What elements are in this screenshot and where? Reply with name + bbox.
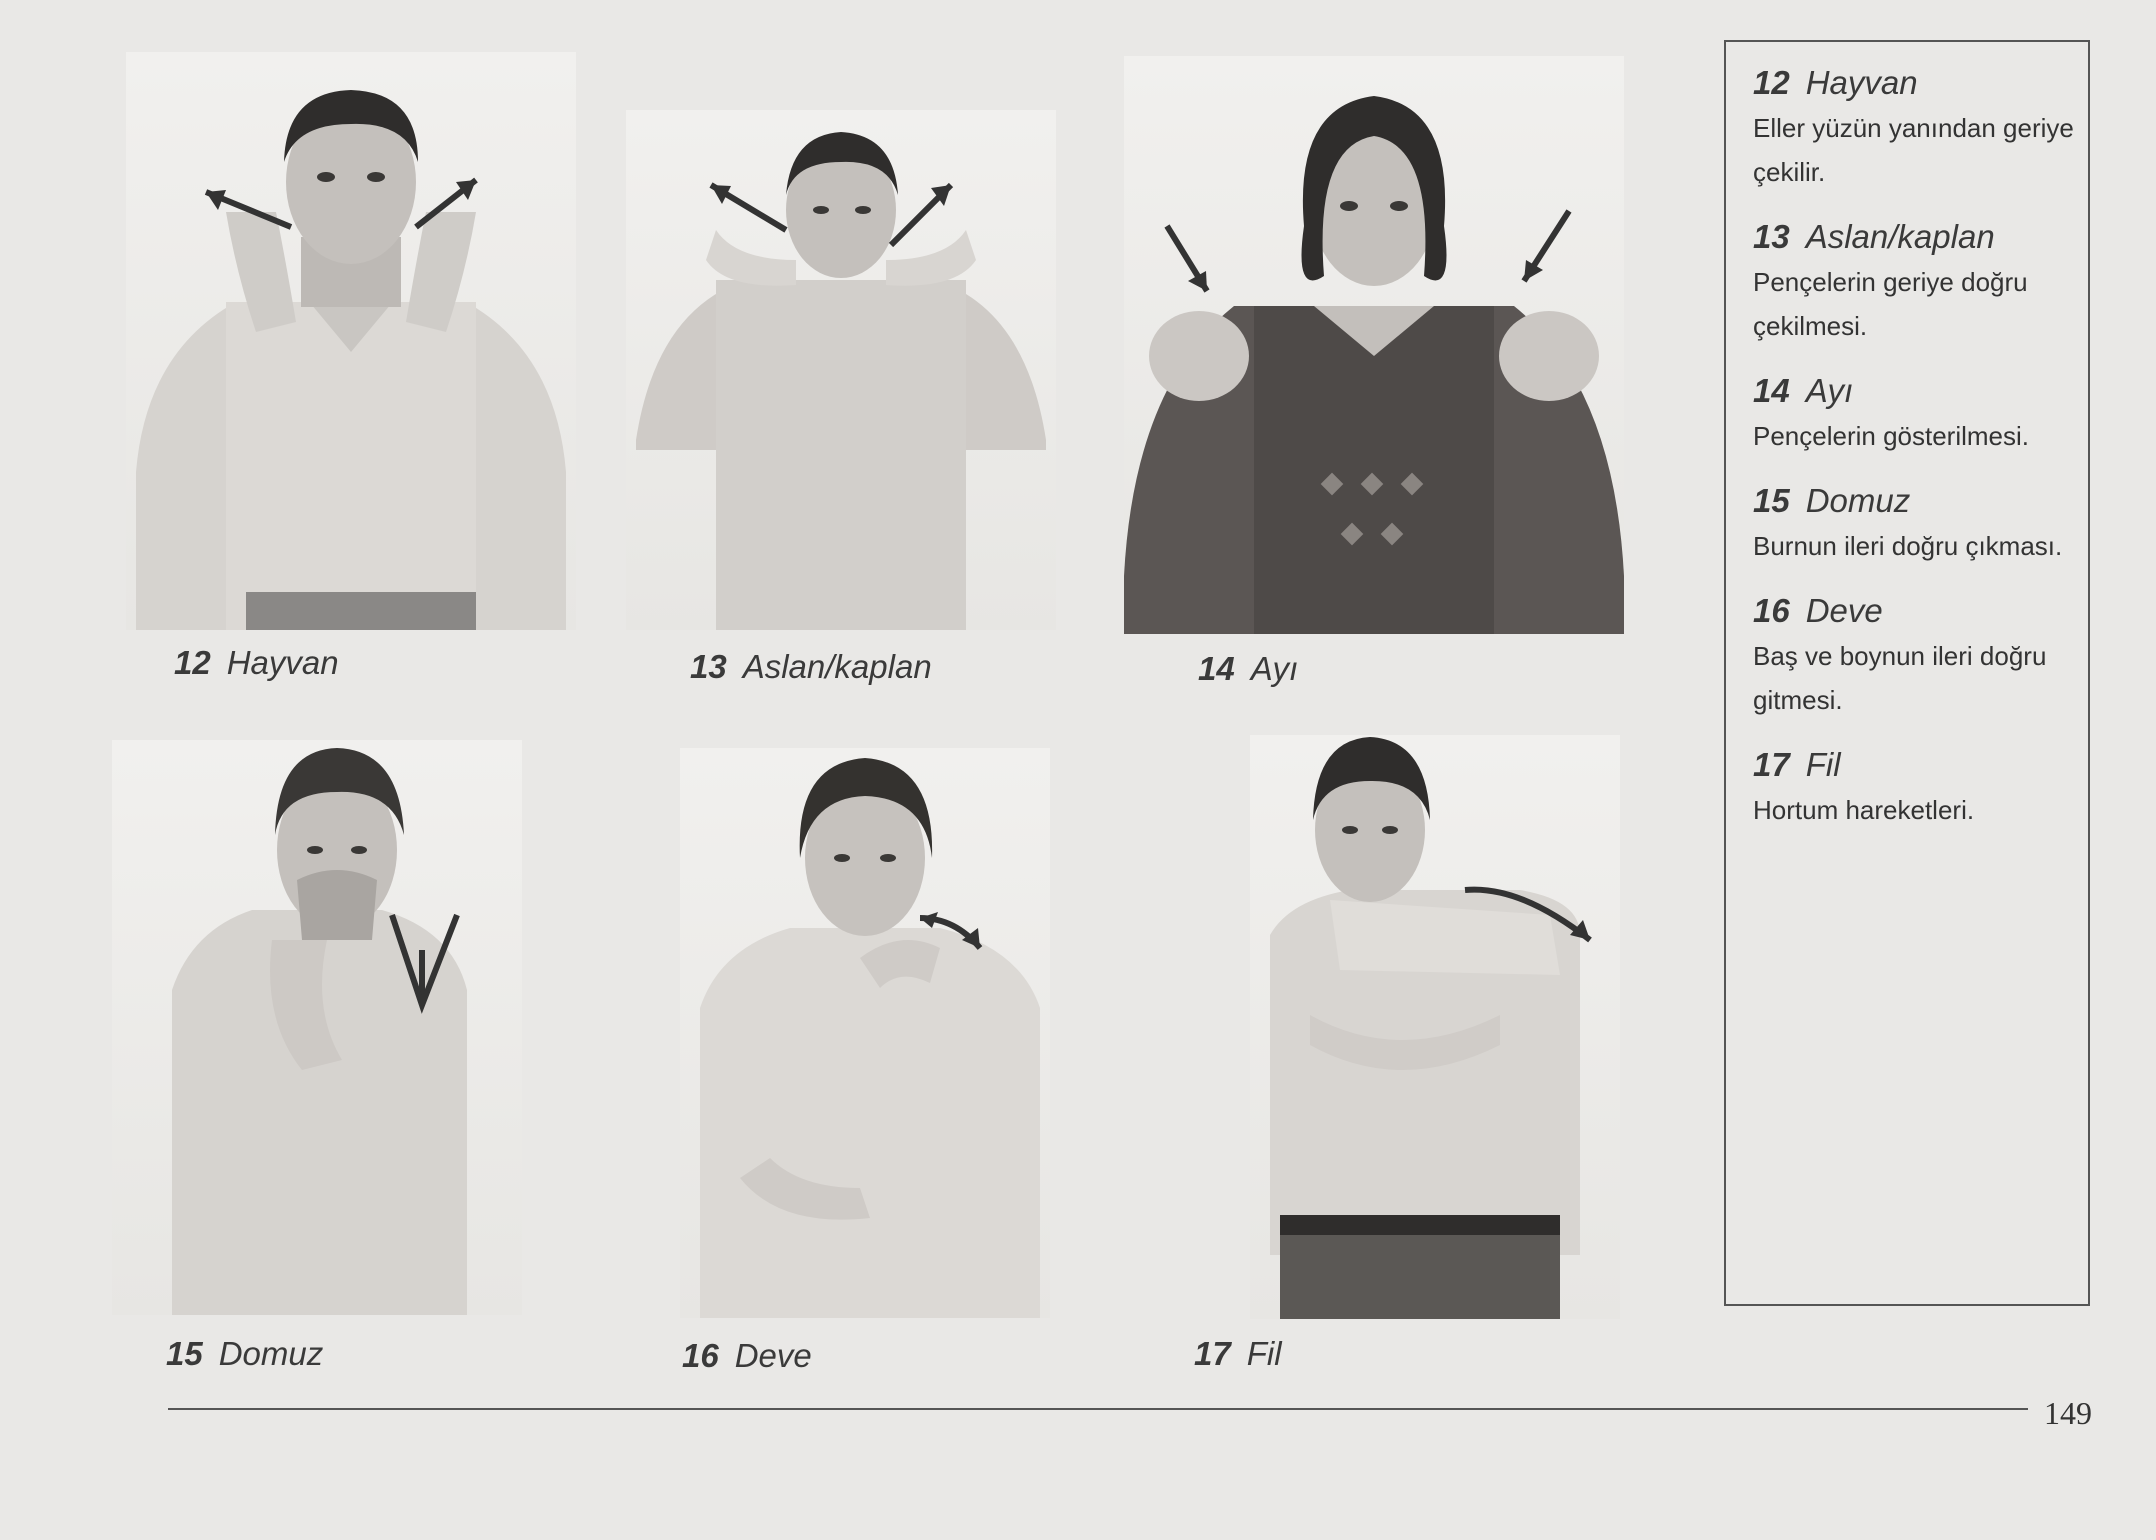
person-deve-illustration (680, 748, 1050, 1318)
photo-hayvan (126, 52, 576, 630)
legend-number: 16 (1753, 592, 1790, 629)
photo-deve (680, 748, 1050, 1318)
person-ayi-illustration (1124, 56, 1624, 634)
photo-fil (1250, 735, 1620, 1319)
legend-description: Pençelerin gösterilmesi. (1753, 421, 2030, 451)
caption-number: 12 (174, 644, 211, 681)
legend-description: Eller yüzün yanından geriye çekilir. (1753, 113, 2074, 187)
legend-title (1753, 744, 2088, 786)
caption-number: 13 (690, 648, 727, 685)
page-number: 149 (2044, 1395, 2092, 1431)
legend-description: Baş ve boynun ileri doğru gitmesi. (1753, 641, 2047, 715)
caption-number: 14 (1198, 650, 1235, 687)
caption-name: Fil (1246, 1335, 1282, 1372)
legend-description: Pençelerin geriye doğru çekilmesi. (1753, 267, 2028, 341)
legend-name: Aslan/kaplan (1805, 218, 1995, 255)
legend-name: Domuz (1805, 482, 1911, 519)
photo-domuz (112, 740, 522, 1315)
legend-title (1753, 480, 2088, 522)
caption-fil (1194, 1335, 1282, 1373)
caption-name: Deve (734, 1337, 812, 1374)
legend-number: 13 (1753, 218, 1790, 255)
caption-number: 16 (682, 1337, 719, 1374)
legend-description: Hortum hareketleri. (1753, 795, 1975, 825)
legend-number: 14 (1753, 372, 1790, 409)
legend-name: Ayı (1805, 372, 1854, 409)
legend-number: 15 (1753, 482, 1790, 519)
person-domuz-illustration (112, 740, 522, 1315)
legend-name: Fil (1805, 746, 1841, 783)
legend-title (1753, 590, 2088, 632)
footer-rule (168, 1408, 2028, 1410)
legend-title (1753, 216, 2088, 258)
caption-name: Domuz (218, 1335, 324, 1372)
caption-name: Hayvan (226, 644, 339, 681)
caption-name: Ayı (1250, 650, 1299, 687)
legend-name: Deve (1805, 592, 1883, 629)
caption-ayi (1198, 650, 1298, 688)
photo-aslan-kaplan (626, 110, 1056, 630)
caption-number: 15 (166, 1335, 203, 1372)
caption-name: Aslan/kaplan (742, 648, 932, 685)
person-fil-illustration (1250, 735, 1620, 1319)
caption-domuz (166, 1335, 323, 1373)
legend-number: 17 (1753, 746, 1790, 783)
legend-title (1753, 370, 2088, 412)
caption-hayvan (174, 644, 339, 682)
legend-entry-aslan-kaplan (1753, 216, 2088, 348)
caption-number: 17 (1194, 1335, 1231, 1372)
caption-aslan-kaplan (690, 648, 932, 686)
legend-entry-deve (1753, 590, 2088, 722)
person-aslan-kaplan-illustration (626, 110, 1056, 630)
legend-entry-fil (1753, 744, 2088, 832)
legend-name: Hayvan (1805, 64, 1918, 101)
legend-description: Burnun ileri doğru çıkması. (1753, 531, 2063, 561)
legend-title (1753, 62, 2088, 104)
caption-deve (682, 1337, 812, 1375)
photo-ayi (1124, 56, 1624, 634)
legend-entry-ayi (1753, 370, 2088, 458)
legend-entry-domuz (1753, 480, 2088, 568)
legend-box (1724, 40, 2090, 1306)
legend-number: 12 (1753, 64, 1790, 101)
legend-entry-hayvan (1753, 62, 2088, 194)
person-hayvan-illustration (126, 52, 576, 630)
